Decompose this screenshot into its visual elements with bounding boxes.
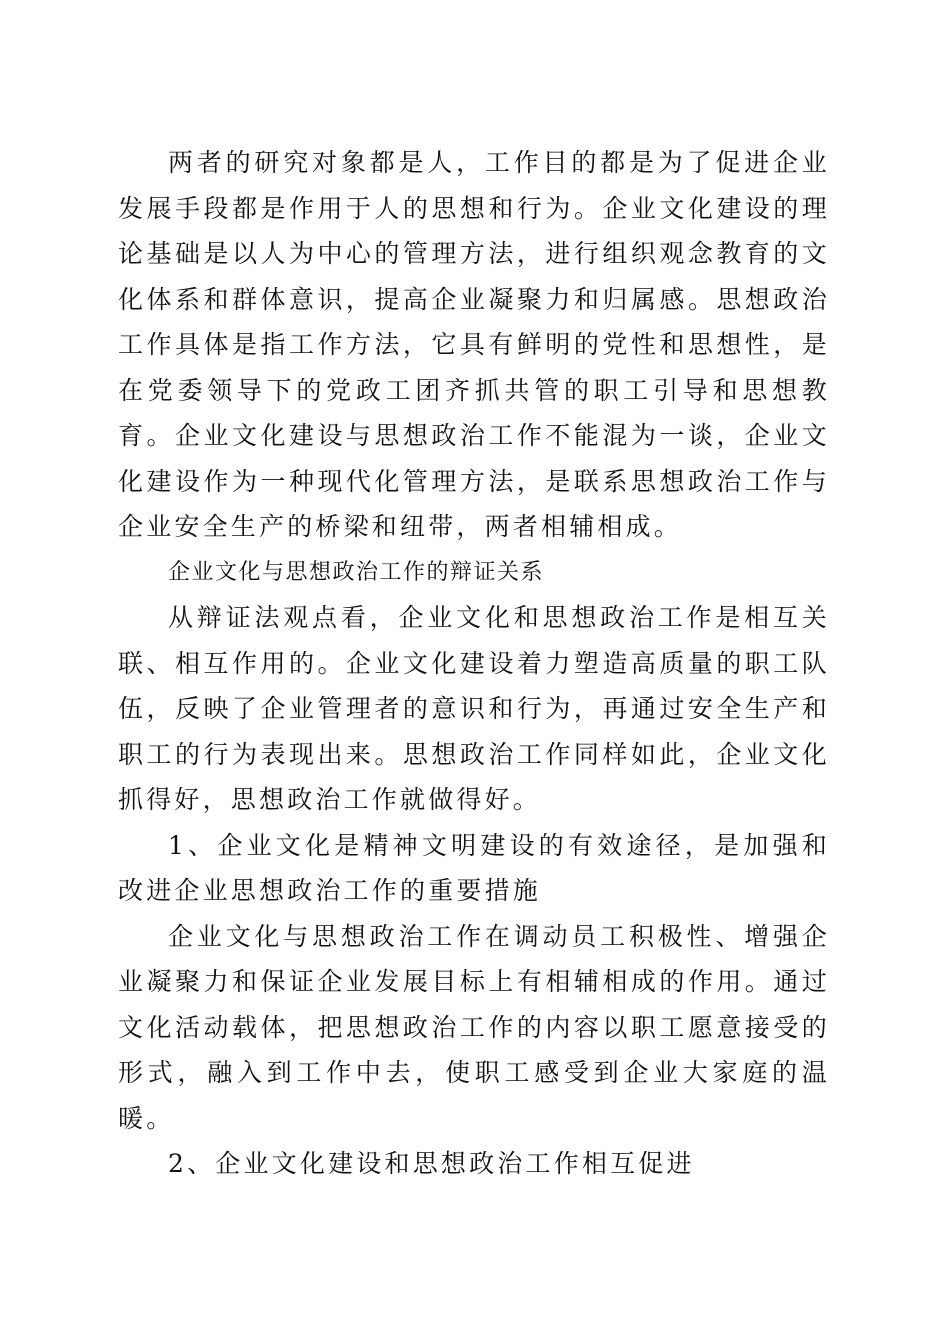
- section-heading-dialectical-relationship: 企业文化与思想政治工作的辩证关系: [168, 559, 545, 585]
- paragraph-mutual-role: 企业文化与思想政治工作在调动员工积极性、增强企业凝聚力和保证企业发展目标上有相辅相成的作用。通过文化活动载体，把思想政治工作的内容以职工愿意接受的形式，融入到工作中去，使职工感受到企业大家庭的温暖。: [118, 921, 830, 1133]
- paragraph-dialectical-view: 从辩证法观点看，企业文化和思想政治工作是相互关联、相互作用的。企业文化建设着力塑造高质量的职工队伍，反映了企业管理者的意识和行为，再通过安全生产和职工的行为表现出来。思想政治工作同样如此，企业文化抓得好，思想政治工作就做得好。: [118, 603, 830, 814]
- document-page: [118, 140, 830, 1187]
- point-2-heading: 2、企业文化建设和思想政治工作相互促进: [168, 1149, 695, 1178]
- paragraph-research-object: 两者的研究对象都是人，工作目的都是为了促进企业发展手段都是作用于人的思想和行为。企业文化建设的理论基础是以人为中心的管理方法，进行组织观念教育的文化体系和群体意识，提高企业凝聚力和归属感。思想政治工作具体是指工作方法，它具有鲜明的党性和思想性，是在党委领导下的党政工团齐抓共管的职工引导和思想教育。企业文化建设与思想政治工作不能混为一谈，企业文化建设作为一种现代化管理方法，是联系思想政治工作与企业安全生产的桥梁和纽带，两者相辅相成。: [118, 148, 830, 541]
- point-1-heading: 1、企业文化是精神文明建设的有效途径，是加强和改进企业思想政治工作的重要措施: [118, 830, 830, 905]
